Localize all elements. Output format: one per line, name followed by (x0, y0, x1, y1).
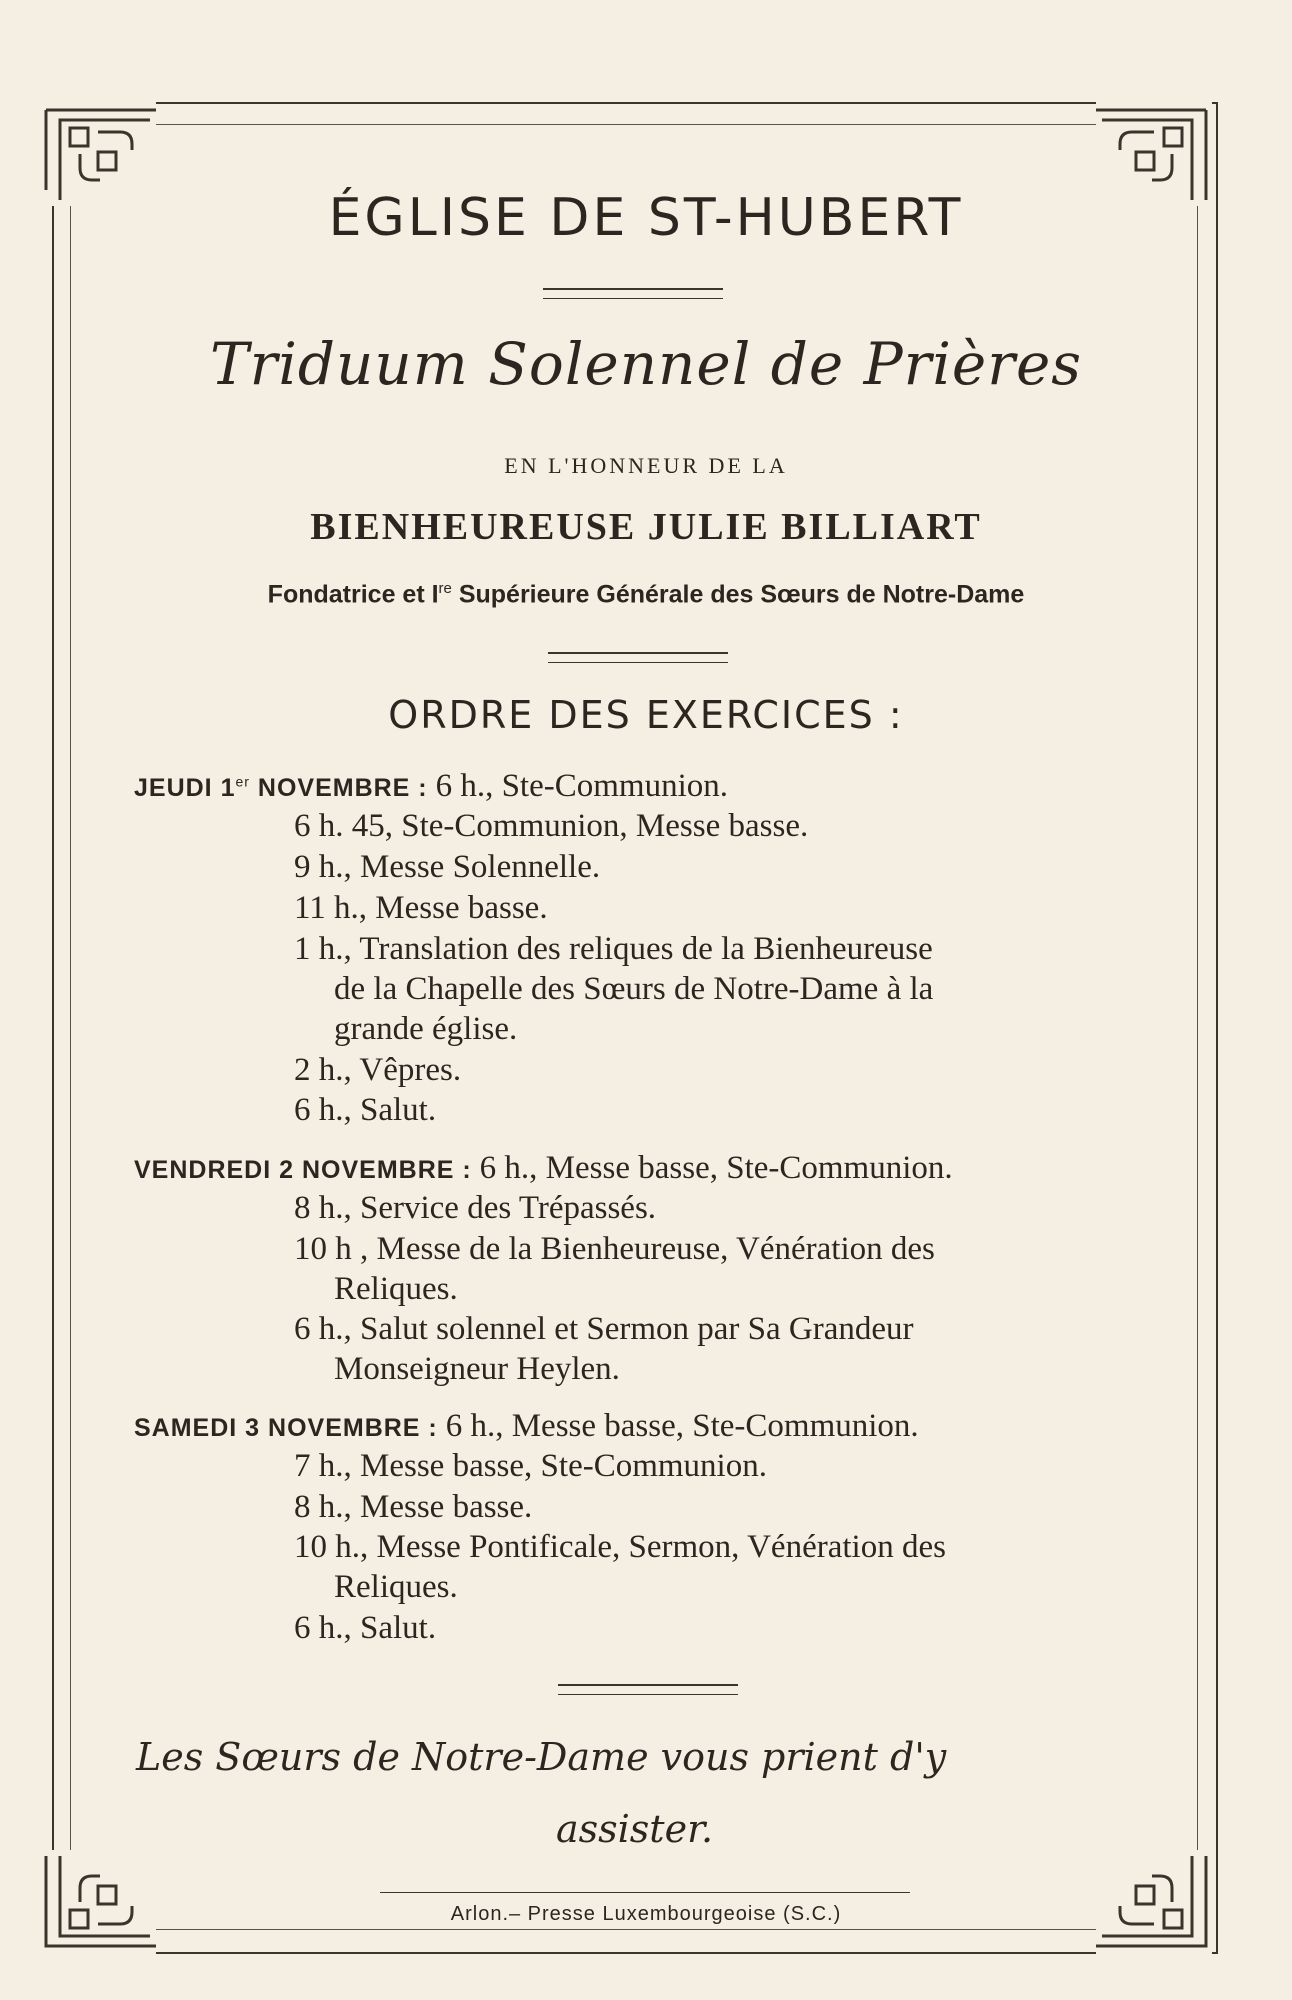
schedule-item: 10 h , Messe de la Bienheureuse, Vénération des (294, 1231, 935, 1267)
schedule-item: 7 h., Messe basse, Ste-Communion. (294, 1448, 767, 1484)
schedule-item: 6 h., Salut solennel et Sermon par Sa Grandeur (294, 1311, 914, 1347)
schedule-item: 1 h., Translation des reliques de la Bienheureuse (294, 931, 933, 967)
schedule-item: 11 h., Messe basse. (294, 890, 548, 926)
divider (543, 288, 723, 290)
schedule-item: 6 h. 45, Ste-Communion, Messe basse. (294, 808, 809, 844)
day-label-samedi: SAMEDI 3 NOVEMBRE : (134, 1414, 446, 1442)
divider (380, 1892, 910, 1893)
schedule-item: 2 h., Vêpres. (294, 1052, 462, 1088)
schedule-item: Reliques. (334, 1271, 458, 1307)
divider (548, 652, 728, 654)
beatified-name: BIENHEUREUSE JULIE BILLIART (310, 506, 982, 548)
closing-line-2: assister. (556, 1807, 714, 1851)
printer-credit: Arlon.– Presse Luxembourgeoise (S.C.) (450, 1903, 842, 1925)
closing-line-1: Les Sœurs de Notre-Dame vous prient d'y (136, 1735, 947, 1779)
schedule-item: grande église. (334, 1011, 518, 1047)
schedule-item: 8 h., Messe basse. (294, 1489, 533, 1525)
schedule-item: 9 h., Messe Solennelle. (294, 849, 601, 885)
schedule-item: Monseigneur Heylen. (334, 1351, 620, 1387)
divider (558, 1684, 738, 1686)
divider (543, 298, 723, 299)
vendredi-first-line: VENDREDI 2 NOVEMBRE : 6 h., Messe basse, Ste-Communion. (134, 1150, 953, 1186)
ordre-title: ORDRE DES EXERCICES : (388, 693, 904, 737)
church-title: ÉGLISE DE ST-HUBERT (328, 188, 964, 248)
schedule-item: de la Chapelle des Sœurs de Notre-Dame à la (334, 971, 934, 1007)
schedule-item: 8 h., Service des Trépassés. (294, 1190, 657, 1226)
honneur-line: EN L'HONNEUR DE LA (504, 453, 788, 478)
day-label-vendredi: VENDREDI 2 NOVEMBRE : (134, 1156, 480, 1184)
samedi-first-line: SAMEDI 3 NOVEMBRE : 6 h., Messe basse, Ste-Communion. (134, 1408, 919, 1444)
divider (558, 1694, 738, 1695)
schedule-item: Reliques. (334, 1569, 458, 1605)
day-label-jeudi: JEUDI 1er NOVEMBRE : (134, 773, 436, 802)
schedule-item: 10 h., Messe Pontificale, Sermon, Vénération des (294, 1529, 946, 1565)
founder-line: Fondatrice et Ire Supérieure Générale des Sœurs de Notre-Dame (267, 580, 1025, 609)
schedule-item: 6 h., Salut. (294, 1610, 437, 1646)
schedule-item: 6 h., Salut. (294, 1092, 437, 1128)
jeudi-first-line: JEUDI 1er NOVEMBRE : 6 h., Ste-Communion. (134, 768, 729, 804)
triduum-heading: Triduum Solennel de Prières (209, 330, 1083, 398)
divider (548, 662, 728, 663)
